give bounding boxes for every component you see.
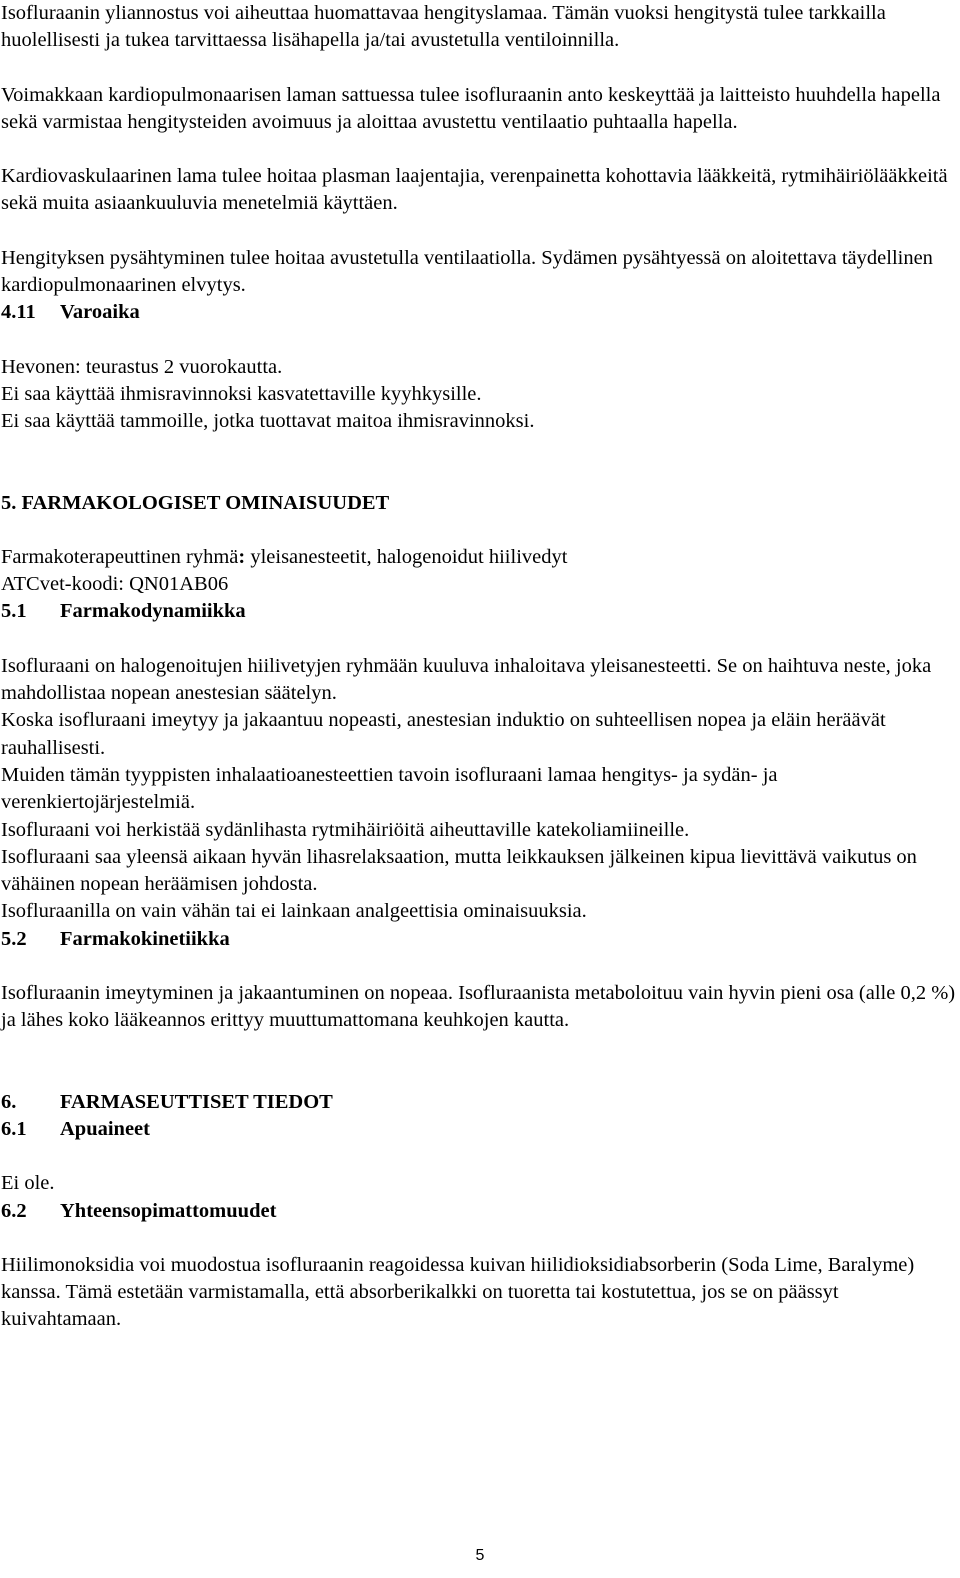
withdrawal-period-block (1, 354, 960, 436)
pharmacotherapeutic-block (1, 544, 960, 599)
pharmacodynamics-line: Isofluraanilla on vain vähän tai ei lainkaan analgeettisia ominaisuuksia. (1, 900, 587, 923)
paragraph-respiratory-arrest: Hengityksen pysähtyminen tulee hoitaa avustetulla ventilaatiolla. Sydämen pysähtyessä on aloitettava täydellinen kardiopulmonaarinen elvytys. (1, 246, 933, 297)
heading-5-1-number: 5.1 (1, 600, 27, 623)
pharmacodynamics-line: Isofluraani saa yleensä aikaan hyvän lihasrelaksaation, mutta leikkauksen jälkeinen kipua lievittävä vaikutus on vähäinen nopean heräämisen johdosta. (1, 845, 917, 896)
pharmacotherapeutic-group-value: yleisanesteetit, halogenoidut hiilivedyt (245, 545, 568, 568)
pharmacodynamics-block (1, 653, 960, 926)
heading-6 (1, 1089, 960, 1116)
page-number: 5 (475, 1547, 485, 1564)
heading-5: 5. FARMAKOLOGISET OMINAISUUDET (1, 491, 390, 514)
paragraph-cardiopulmonary-depression: Voimakkaan kardiopulmonaarisen laman sattuessa tulee isofluraanin anto keskeyttää ja laitteisto huuhdella hapella sekä varmistaa hengitysteiden avoimuus ja aloittaa avustettu ventilaatio puhtaalla hapella. (1, 83, 941, 133)
heading-6-2-number: 6.2 (1, 1199, 27, 1222)
heading-6-number: 6. (1, 1090, 17, 1113)
heading-6-2 (1, 1198, 960, 1225)
pharmacotherapeutic-group-colon: : (238, 545, 246, 568)
heading-6-1-title: Apuaineet (60, 1117, 150, 1140)
pharmacotherapeutic-group-label: Farmakoterapeuttinen ryhmä (1, 545, 239, 568)
heading-5-2-title: Farmakokinetiikka (60, 927, 230, 950)
heading-6-title: FARMASEUTTISET TIEDOT (60, 1090, 333, 1113)
heading-4-11-number: 4.11 (1, 301, 36, 324)
paragraph-cardiovascular-depression: Kardiovaskulaarinen lama tulee hoitaa plasman laajentajia, verenpainetta kohottavia lääkkeitä, rytmihäiriölääkkeitä sekä muita asiaankuuluvia menetelmiä käyttäen. (1, 165, 948, 215)
pharmacodynamics-line: Isofluraani on halogenoitujen hiilivetyjen ryhmään kuuluva inhaloitava yleisanesteetti. Se on haihtuva neste, joka mahdollistaa nopean anestesian säätelyn. (1, 654, 932, 705)
heading-5-2 (1, 926, 960, 953)
heading-4-11 (1, 299, 960, 326)
pharmacodynamics-line: Muiden tämän tyyppisten inhalaatioanesteettien tavoin isofluraani lamaa hengitys- ja sydän- ja verenkiertojärjestelmiä. (1, 763, 778, 814)
heading-6-1-number: 6.1 (1, 1117, 27, 1140)
pharmacotherapeutic-group (1, 544, 960, 571)
heading-6-1 (1, 1116, 960, 1143)
paragraph-overdose-respiratory: Isofluraanin yliannostus voi aiheuttaa huomattavaa hengityslamaa. Tämän vuoksi hengitystä tulee tarkkailla huolellisesti ja tukea tarvittaessa lisähapella ja/tai avustetulla ventiloinnilla. (1, 2, 886, 52)
incompatibilities-text: Hiilimonoksidia voi muodostua isofluraanin reagoidessa kuivan hiilidioksidiabsorberin (Soda Lime, Baralyme) kanssa. Tämä estetään varmistamalla, että absorberikalkki on tuoretta tai kostutettua, jos se on päässyt kuivahtamaan. (1, 1253, 915, 1331)
atcvet-code: ATCvet-koodi: QN01AB06 (1, 573, 229, 596)
withdrawal-line-horse: Hevonen: teurastus 2 vuorokautta. (1, 355, 283, 378)
excipients-text: Ei ole. (1, 1172, 55, 1195)
heading-5-1-title: Farmakodynamiikka (60, 600, 246, 623)
heading-6-2-title: Yhteensopimattomuudet (60, 1199, 277, 1222)
heading-5-1 (1, 598, 960, 625)
pharmacodynamics-line: Koska isofluraani imeytyy ja jakaantuu nopeasti, anestesian induktio on suhteellisen nopea ja eläin heräävät rauhallisesti. (1, 709, 886, 759)
withdrawal-line-pigeons: Ei saa käyttää ihmisravinnoksi kasvatettaville kyyhkysille. (1, 382, 482, 405)
pharmacodynamics-line: Isofluraani voi herkistää sydänlihasta rytmihäiriöitä aiheuttaville katekoliamiineille. (1, 818, 690, 841)
pharmacokinetics-text: Isofluraanin imeytyminen ja jakaantuminen on nopeaa. Isofluraanista metaboloituu vain hyvin pieni osa (alle 0,2 %) ja lähes koko lääkeannos erittyy muuttumattomana keuhkojen kautta. (1, 982, 956, 1032)
heading-4-11-title: Varoaika (60, 301, 140, 324)
withdrawal-line-mares: Ei saa käyttää tammoille, jotka tuottavat maitoa ihmisravinnoksi. (1, 410, 535, 433)
heading-5-2-number: 5.2 (1, 927, 27, 950)
